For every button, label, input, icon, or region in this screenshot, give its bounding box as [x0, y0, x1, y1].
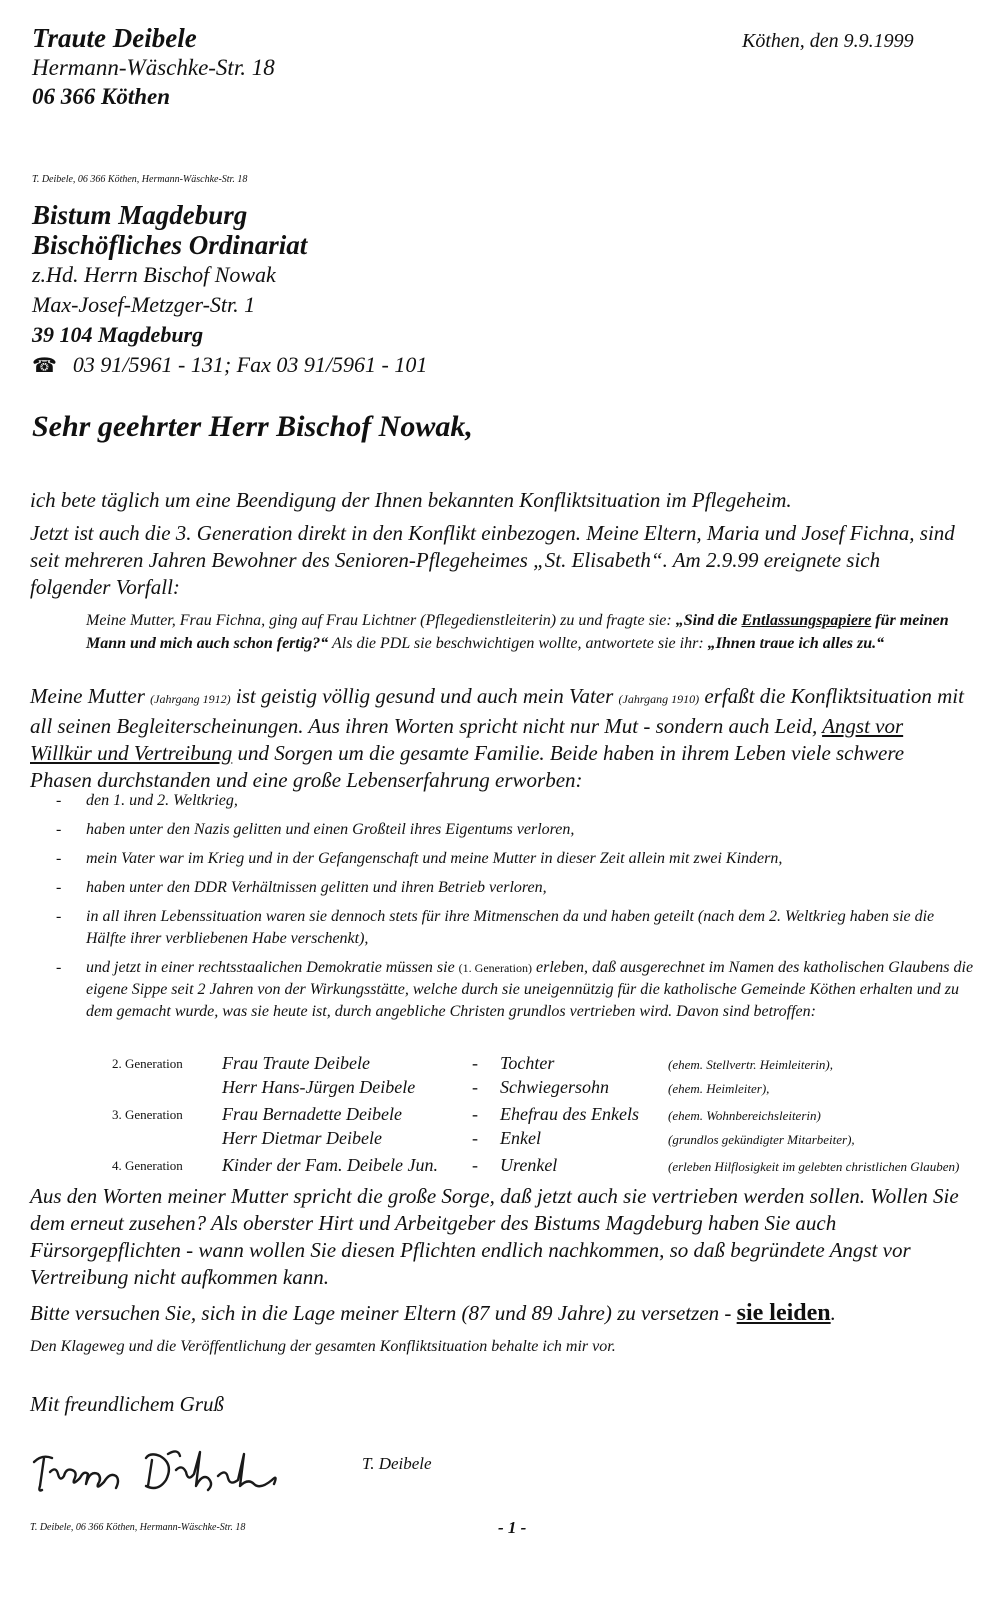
relation: Tochter: [500, 1053, 555, 1073]
relation: Schwiegersohn: [500, 1077, 609, 1097]
life-events-list: [54, 790, 974, 1030]
role-note: (ehem. Wohnbereichsleiterin): [668, 1108, 821, 1123]
relation: Enkel: [500, 1128, 541, 1148]
p3-year-mother: (Jahrgang 1912): [150, 692, 231, 706]
recipient-attention: z.Hd. Herrn Bischof Nowak: [32, 262, 276, 287]
generation-label: 2. Generation: [112, 1056, 183, 1071]
recipient-office: Bischöfliches Ordinariat: [32, 230, 308, 260]
sender-street: Hermann-Wäschke-Str. 18: [32, 55, 275, 80]
date-line: Köthen, den 9.9.1999: [742, 30, 914, 52]
person-name: Herr Hans-Jürgen Deibele: [222, 1077, 416, 1097]
person-name: Frau Bernadette Deibele: [222, 1104, 402, 1124]
person-name: Herr Dietmar Deibele: [222, 1128, 382, 1148]
bullet-last-generation: (1. Generation): [458, 961, 532, 975]
generation-label: 3. Generation: [112, 1107, 183, 1122]
quote-bold-2: für meinen Mann und mich auch schon fertig?“: [86, 612, 949, 652]
table-row: [112, 1077, 992, 1101]
p3-year-father: (Jahrgang 1910): [618, 692, 700, 706]
dash: -: [472, 1077, 478, 1097]
quote-bold-1: „Sind die: [675, 612, 742, 629]
role-note: (erleben Hilflosigkeit im gelebten christlichen Glauben): [668, 1159, 960, 1174]
table-row: [112, 1053, 992, 1077]
affected-generations-table: [112, 1053, 992, 1179]
dash: -: [472, 1128, 478, 1148]
p3-text-3: erfaßt die Konfliktsituation mit all seinen Begleiterscheinungen. Aus ihren Worten spricht nicht nur Mut - sondern auch Leid,: [30, 684, 964, 738]
paragraph-third-generation: Jetzt ist auch die 3. Generation direkt in den Konflikt einbezogen. Meine Eltern, Maria und Josef Fichna, sind seit mehreren Jahren Bewohner des Senioren-Pflegeheimes „St. Elisabeth“. Am 2.9.99 ereignete sich folgender Vorfall:: [30, 521, 955, 599]
p3-text-2: ist geistig völlig gesund und auch mein Vater: [230, 684, 619, 708]
dash: -: [472, 1104, 478, 1124]
paragraph-legal-reservation: Den Klageweg und die Veröffentlichung der gesamten Konfliktsituation behalte ich mir vor.: [30, 1338, 616, 1355]
list-item: - in all ihren Lebenssituation waren sie dennoch stets für ihre Mitmenschen da und haben geteilt (nach dem 2. Weltkrieg haben sie die Hälfte ihrer verbliebenen Habe verschenkt),: [54, 906, 974, 950]
paragraph-appeal: [30, 1300, 960, 1327]
bullet-last-text-1: und jetzt in einer rechtsstaalichen Demokratie müssen sie: [86, 959, 459, 976]
page-number: - 1 -: [498, 1518, 527, 1537]
bullet-last-text-2: erleben, daß ausgerechnet im Namen des katholischen Glaubens die eigene Sippe seit 2 Jahren von der Wirkungsstätte, welche durch sie uneigennützig für die katholische Gemeinde Köthen erhalten und zu dem gemacht wurde, was sie heute ist, durch angebliche Christen grundlos vertrieben wird. Davon sind betroffen:: [86, 959, 974, 1020]
dash: -: [472, 1053, 478, 1073]
signer-name: T. Deibele: [362, 1454, 432, 1473]
relation: Urenkel: [500, 1155, 558, 1175]
list-item: - haben unter den Nazis gelitten und einen Großteil ihres Eigentums verloren,: [54, 819, 974, 841]
person-name: Frau Traute Deibele: [222, 1053, 370, 1073]
role-note: (ehem. Heimleiter),: [668, 1081, 770, 1096]
p3-text-4: und Sorgen um die gesamte Familie. Beide haben in ihrem Leben viele schwere Phasen durchstanden und eine große Lebenserfahrung erworben:: [30, 741, 905, 792]
list-item: - mein Vater war im Krieg und in der Gefangenschaft und meine Mutter in dieser Zeit allein mit zwei Kindern,: [54, 848, 974, 870]
recipient-block: [32, 200, 427, 381]
quote-bold-underlined: Entlassungspapiere: [741, 612, 872, 629]
relation: Ehefrau des Enkels: [500, 1104, 639, 1124]
sender-city: 06 366 Köthen: [32, 84, 171, 109]
recipient-street: Max-Josef-Metzger-Str. 1: [32, 292, 256, 317]
quote-text-2: Als die PDL sie beschwichtigen wollte, antwortete sie ihr:: [328, 635, 708, 652]
list-item: [54, 957, 974, 1023]
appeal-end: .: [830, 1301, 836, 1325]
paragraph-prayer: ich bete täglich um eine Beendigung der Ihnen bekannten Konfliktsituation im Pflegeheim.: [30, 488, 792, 512]
dash: -: [472, 1155, 478, 1175]
list-item: - den 1. und 2. Weltkrieg,: [54, 790, 974, 812]
quote-bold-3: „Ihnen traue ich alles zu.“: [707, 635, 885, 652]
list-item: - haben unter den DDR Verhältnissen gelitten und ihren Betrieb verloren,: [54, 877, 974, 899]
table-row: [112, 1155, 992, 1179]
sender-block: [32, 24, 275, 111]
table-row: [112, 1128, 992, 1152]
return-address-line: T. Deibele, 06 366 Köthen, Hermann-Wäschke-Str. 18: [32, 174, 248, 185]
generation-label: 4. Generation: [112, 1158, 183, 1173]
paragraph-concern: Aus den Worten meiner Mutter spricht die große Sorge, daß jetzt auch sie vertrieben werden sollen. Wollen Sie dem erneut zusehen? Als oberster Hirt und Arbeitgeber des Bistums Magdeburg haben Sie auch Fürsorgepflichten - wann wollen Sie diesen Pflichten endlich nachkommen, so daß begründete Angst vor Vertreibung nicht aufkommen kann.: [30, 1184, 959, 1289]
closing-greeting: Mit freundlichem Gruß: [30, 1392, 225, 1416]
footer-address: T. Deibele, 06 366 Köthen, Hermann-Wäschke-Str. 18: [30, 1522, 246, 1533]
recipient-phone: 03 91/5961 - 131; Fax 03 91/5961 - 101: [72, 352, 428, 377]
table-row: [112, 1104, 992, 1128]
sender-name: Traute Deibele: [32, 23, 197, 53]
appeal-emphasis: sie leiden: [736, 1300, 831, 1326]
recipient-phone-line: [32, 350, 427, 381]
telephone-icon: ☎: [32, 355, 57, 377]
p3-underlined: Angst vor Willkür und Vertreibung: [30, 714, 904, 765]
quote-text-1: Meine Mutter, Frau Fichna, ging auf Frau Lichtner (Pflegedienstleiterin) zu und fragte sie:: [86, 612, 676, 629]
recipient-city: 39 104 Magdeburg: [32, 322, 204, 347]
handwritten-signature: [28, 1440, 298, 1500]
p3-text-1: Meine Mutter: [30, 684, 151, 708]
incident-quote: [86, 609, 976, 655]
recipient-diocese: Bistum Magdeburg: [32, 200, 248, 230]
person-name: Kinder der Fam. Deibele Jun.: [222, 1155, 438, 1175]
appeal-text: Bitte versuchen Sie, sich in die Lage meiner Eltern (87 und 89 Jahre) zu versetzen -: [30, 1301, 737, 1325]
salutation: Sehr geehrter Herr Bischof Nowak,: [32, 410, 473, 443]
paragraph-parents: [30, 683, 970, 794]
role-note: (ehem. Stellvertr. Heimleiterin),: [668, 1057, 833, 1072]
role-note: (grundlos gekündigter Mitarbeiter),: [668, 1132, 855, 1147]
